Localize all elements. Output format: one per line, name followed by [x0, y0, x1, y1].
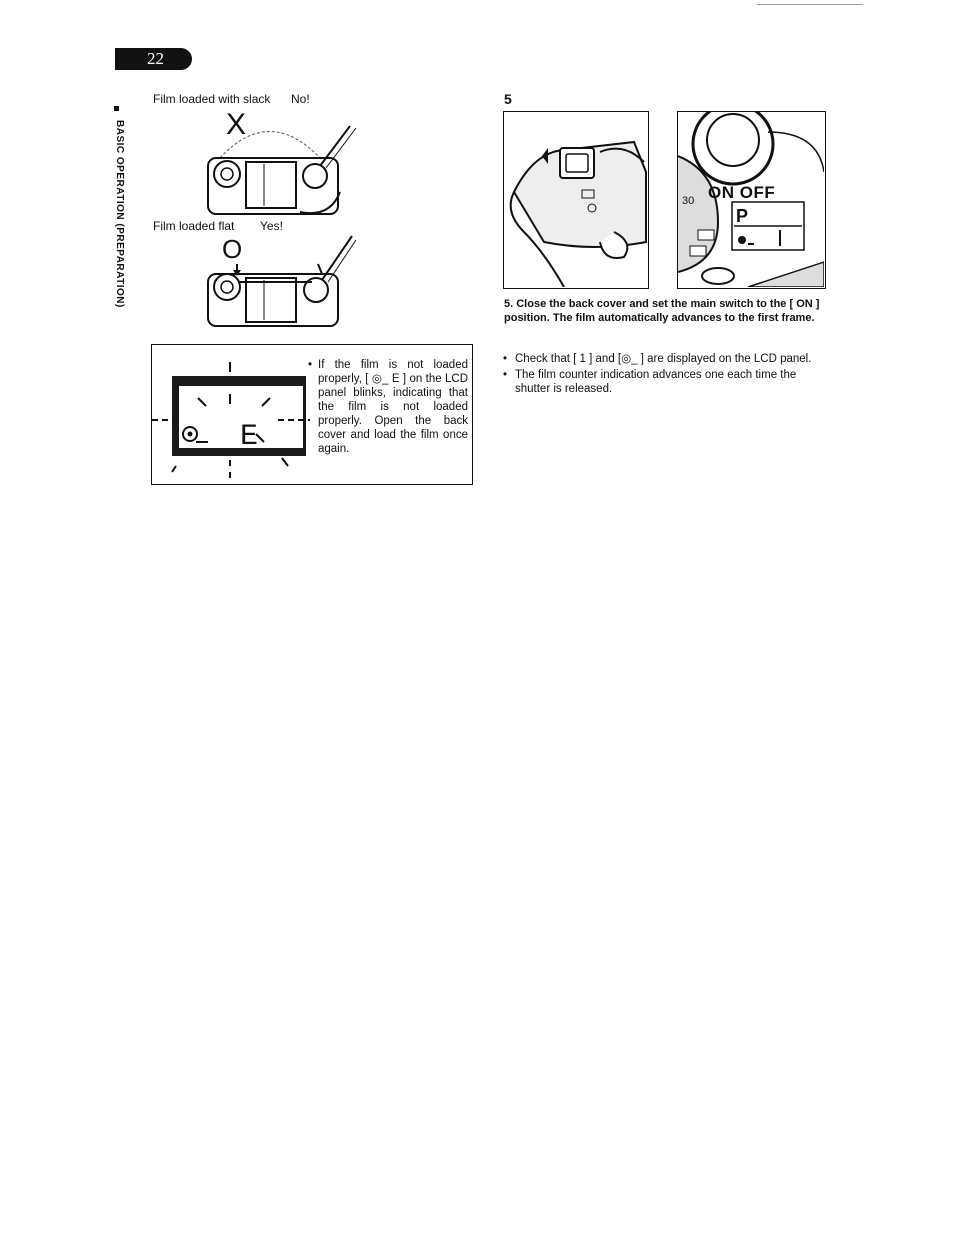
main-switch-photo — [677, 111, 826, 289]
lcd-note-text: If the film is not loaded properly, [ ◎_ E ] on the LCD panel blinks, indicating that the film is not loaded properly. Open the back cover and load the film once again. — [318, 359, 468, 455]
page-number: 22 — [147, 49, 164, 68]
sidebar-section — [114, 120, 128, 320]
camera-hands-illustration — [504, 112, 647, 287]
top-rule — [757, 4, 863, 5]
step-5-notes — [503, 352, 825, 398]
lcd-warning-note — [308, 358, 468, 456]
film-flat-illustration — [200, 232, 360, 332]
no-mark: X — [226, 108, 247, 141]
dial-digits: 30 — [682, 195, 695, 207]
sidebar-section-label: BASIC OPERATION (PREPARATION) — [114, 120, 125, 308]
camera-top-illustration — [678, 112, 824, 287]
yes-mark: O — [222, 234, 243, 264]
main-switch-label: ON OFF — [708, 183, 776, 202]
list-item: • Check that [ 1 ] and [◎_ ] are displayed on the LCD panel. — [503, 352, 825, 366]
label-yes: Yes! — [260, 219, 283, 233]
film-slack-illustration — [200, 108, 360, 220]
caption-slack: Film loaded with slack — [153, 92, 271, 106]
camera-back-photo — [503, 111, 649, 289]
step-number: 5 — [504, 91, 512, 107]
step-5-instruction: 5. Close the back cover and set the main switch to the [ ON ] position. The film automatically advances to the first frame. — [504, 298, 820, 324]
caption-flat: Film loaded flat — [153, 219, 235, 233]
bullet-dot: • — [308, 359, 313, 371]
sidebar-marker — [114, 106, 119, 111]
list-item: • The film counter indication advances one each time the shutter is released. — [503, 368, 825, 396]
lcd-mode-indicator: P — [736, 206, 749, 226]
lcd-error-char: E — [240, 420, 259, 454]
lcd-blink-illustration — [152, 358, 312, 484]
label-no: No! — [291, 92, 310, 106]
page-number-tab — [115, 48, 192, 70]
